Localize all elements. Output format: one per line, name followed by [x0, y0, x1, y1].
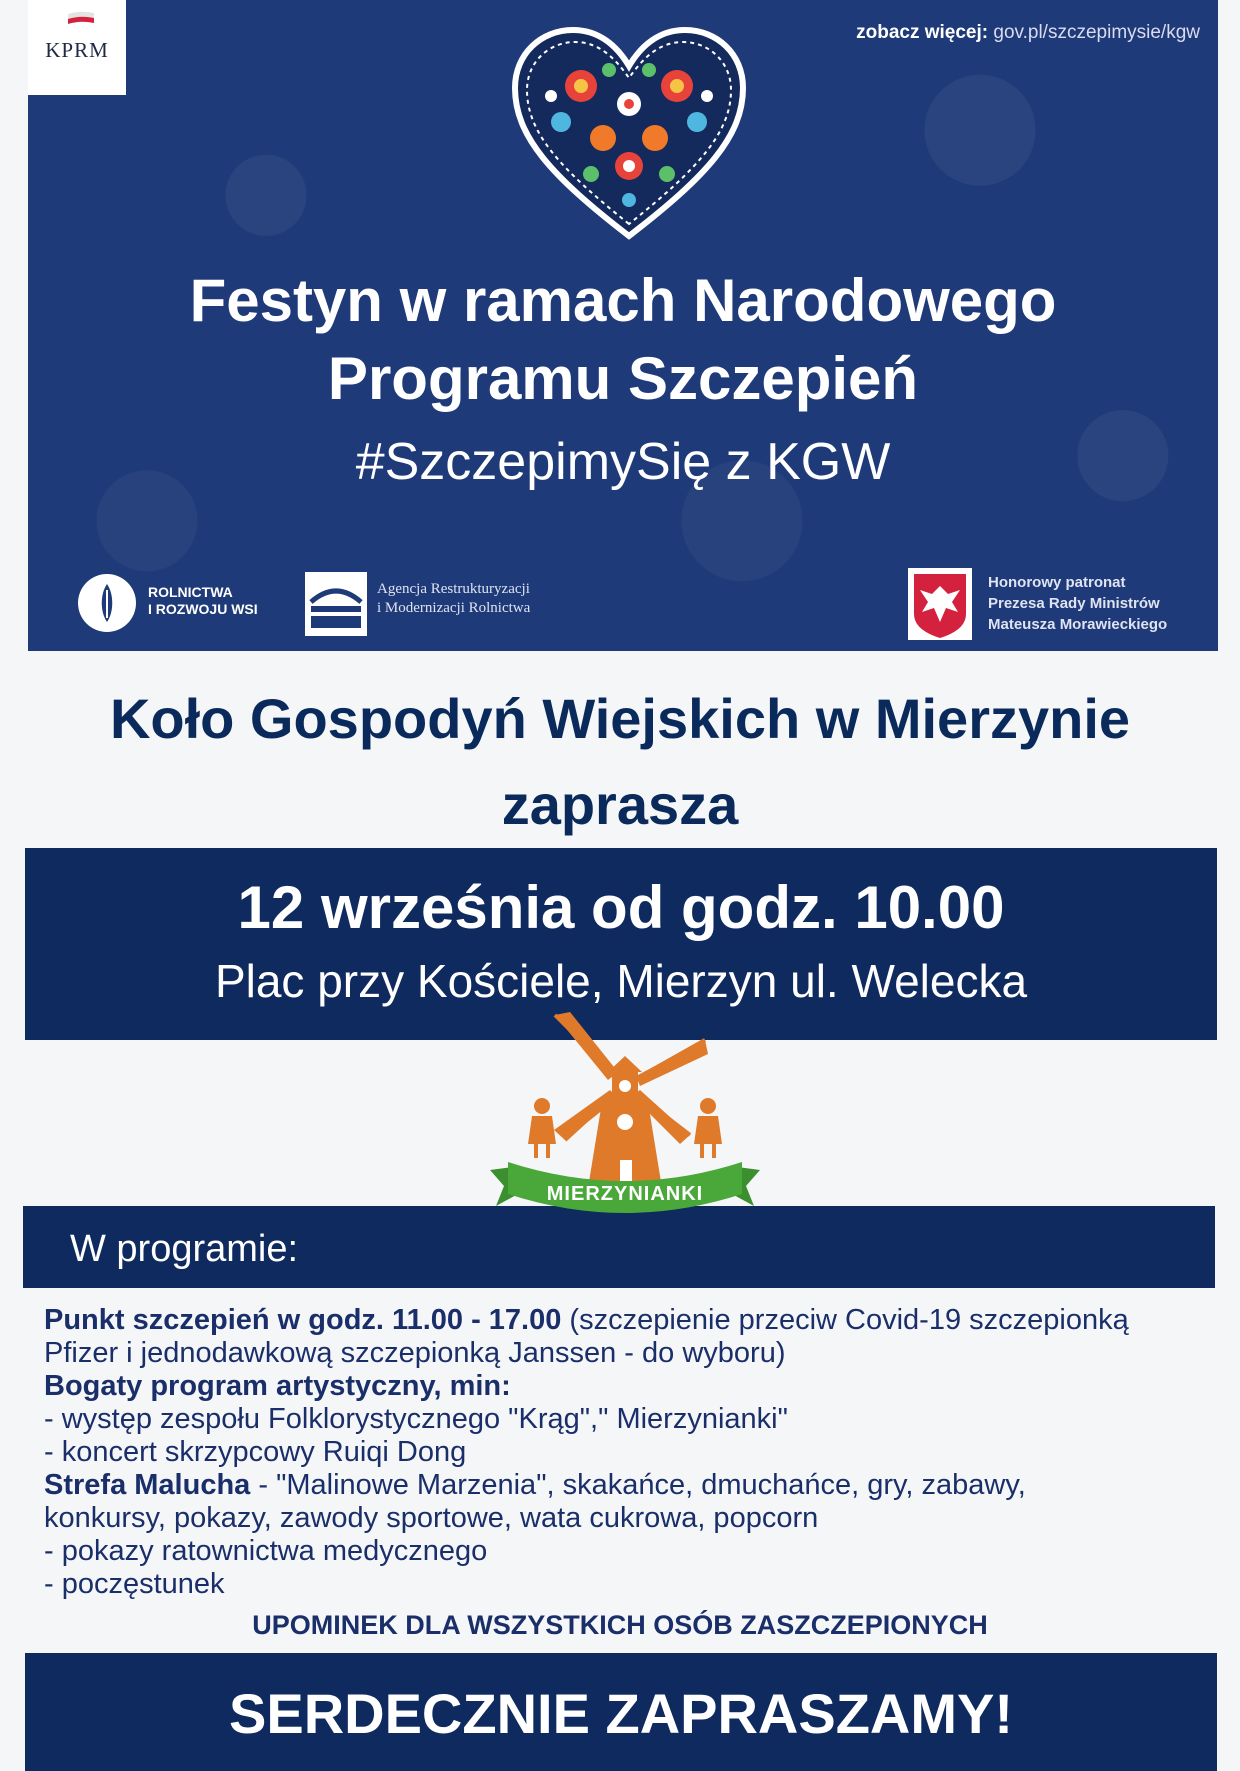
banner-title	[28, 262, 1218, 418]
campaign-banner	[0, 0, 1240, 651]
artistic-program-bold: Bogaty program artystyczny, min:	[44, 1370, 511, 1402]
kids-zone-line2: konkursy, pokazy, zawody sportowe, wata cukrowa, popcorn	[44, 1502, 819, 1534]
vaccination-point-line2: Pfizer i jednodawkową szczepionką Janssen - do wyboru)	[44, 1337, 786, 1369]
event-place: Plac przy Kościele, Mierzyn ul. Welecka	[214, 955, 1028, 1007]
ministry-line1: ROLNICTWA	[148, 584, 233, 600]
mierzynianki-windmill-logo	[490, 1010, 760, 1235]
artistic-item-folk: - występ zespołu Folklorystycznego "Krąg"," Mierzynianki"	[44, 1403, 788, 1435]
medical-shows-item: - pokazy ratownictwa medycznego	[44, 1535, 488, 1567]
see-more-label: zobacz więcej:	[856, 22, 989, 43]
patron-line1: Honorowy patronat	[988, 574, 1126, 591]
invite-heading	[0, 676, 1240, 848]
artistic-program	[44, 1370, 1214, 1403]
arimr-line1: Agencja Restrukturyzacji	[377, 581, 530, 597]
artistic-item-violin: - koncert skrzypcowy Ruiqi Dong	[44, 1436, 467, 1468]
kids-zone-rest: - "Malinowe Marzenia", skakańce, dmuchańce, gry, zabawy,	[250, 1469, 1026, 1501]
refreshments-item: - poczęstunek	[44, 1568, 225, 1600]
patron-line3: Mateusza Morawieckiego	[988, 616, 1168, 633]
honorary-patron-logo	[908, 566, 1208, 640]
banner-hashtag: #SzczepimySię z KGW	[355, 433, 891, 491]
kids-zone-bold: Strefa Malucha	[44, 1469, 251, 1501]
arimr-line2: i Modernizacji Rolnictwa	[377, 600, 531, 616]
program-heading: W programie:	[70, 1228, 299, 1270]
vaccination-point-rest: (szczepienie przeciw Covid-19 szczepionką	[561, 1304, 1129, 1336]
arimr-logo	[305, 572, 565, 636]
see-more-link	[856, 22, 1200, 44]
banner-title-line1: Festyn w ramach Narodowego	[189, 267, 1057, 334]
patron-line2: Prezesa Rady Ministrów	[988, 595, 1160, 612]
invite-line2: zaprasza	[501, 773, 739, 836]
ministry-logo	[78, 574, 278, 634]
folk-heart-icon	[511, 26, 747, 242]
footer-banner	[25, 1653, 1217, 1771]
arimr-emblem-icon	[305, 572, 367, 636]
see-more-url: gov.pl/szczepimysie/kgw	[993, 22, 1200, 43]
mierzynianki-label: MIERZYNIANKI	[546, 1183, 704, 1205]
kprm-logo	[28, 0, 126, 95]
footer-invite-text: SERDECZNIE ZAPRASZAMY!	[228, 1682, 1014, 1745]
ministry-emblem-icon	[78, 574, 136, 632]
event-date-time: 12 września od godz. 10.00	[237, 874, 1005, 941]
vaccination-point-bold: Punkt szczepień w godz. 11.00 - 17.00	[44, 1304, 562, 1336]
gift-note: UPOMINEK DLA WSZYSTKICH OSÓB ZASZCZEPIONYCH	[252, 1610, 988, 1640]
kids-zone	[44, 1469, 1214, 1502]
ministry-line2: I ROZWOJU WSI	[148, 601, 258, 617]
invite-line1: Koło Gospodyń Wiejskich w Mierzynie	[109, 687, 1131, 750]
banner-title-line2: Programu Szczepień	[327, 345, 919, 412]
polish-flag-icon	[68, 10, 94, 24]
kprm-logo-text: KPRM	[45, 38, 109, 62]
program-details	[44, 1304, 1214, 1601]
polish-eagle-icon	[908, 568, 972, 640]
vaccination-point	[44, 1304, 1214, 1337]
